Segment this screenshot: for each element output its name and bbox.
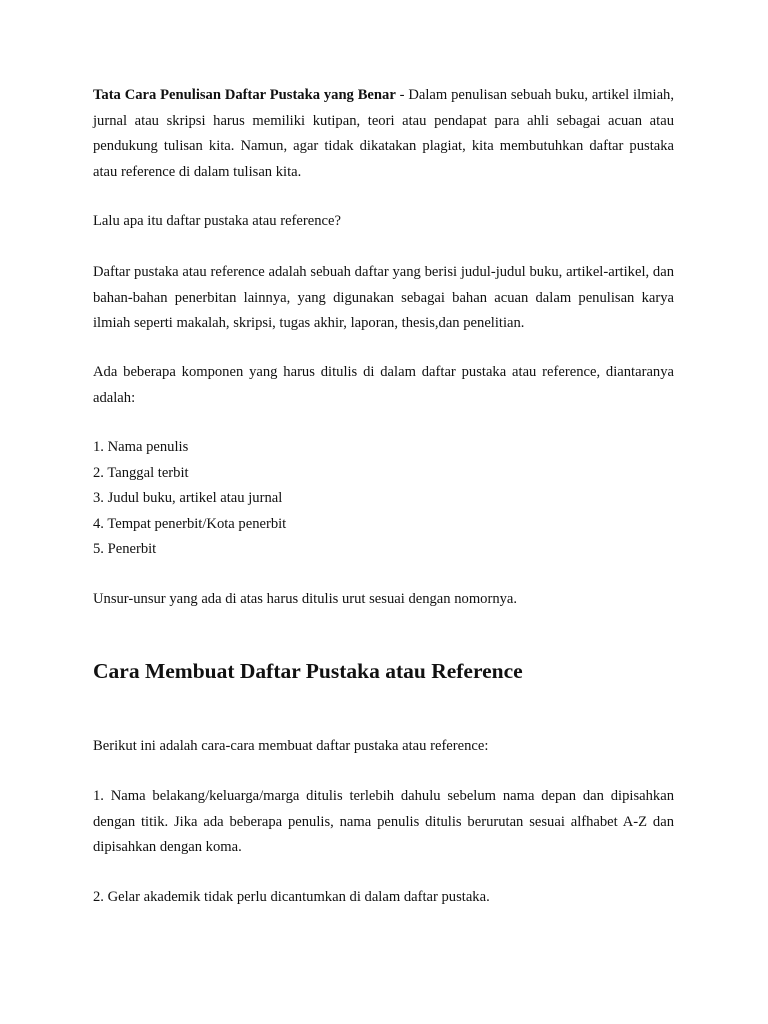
definition-paragraph: Daftar pustaka atau reference adalah sebuah daftar yang berisi judul-judul buku, artikel-artikel, dan bahan-bahan penerbitan lainnya, yang digunakan sebagai bahan acuan dalam penulisan karya ilmiah seperti makalah, skripsi, tugas akhir, laporan, thesis,dan penelitian. — [93, 264, 674, 331]
list-item: 2. Tanggal terbit — [93, 464, 189, 481]
order-note-paragraph: Unsur-unsur yang ada di atas harus ditulis urut sesuai dengan nomornya. — [93, 591, 518, 607]
components-intro-paragraph: Ada beberapa komponen yang harus ditulis di dalam daftar pustaka atau reference, diantaranya adalah: — [93, 364, 674, 406]
list-item: 5. Penerbit — [93, 541, 157, 557]
step-2-paragraph: 2. Gelar akademik tidak perlu dicantumkan di dalam daftar pustaka. — [93, 889, 490, 905]
step-1-paragraph: 1. Nama belakang/keluarga/marga ditulis terlebih dahulu sebelum nama depan dan dipisahkan dengan titik. Jika ada beberapa penulis, nama penulis ditulis berurutan sesuai alfhabet A-Z dan dipisahkan dengan koma. — [93, 788, 674, 855]
list-item: 4. Tempat penerbit/Kota penerbit — [93, 515, 287, 532]
components-list — [93, 435, 674, 563]
intro-paragraph — [93, 83, 674, 185]
section-heading: Cara Membuat Daftar Pustaka atau Reference — [93, 659, 523, 683]
intro-title: Tata Cara Penulisan Daftar Pustaka yang Benar — [93, 87, 396, 103]
document-page — [93, 0, 674, 1024]
question-paragraph: Lalu apa itu daftar pustaka atau reference? — [93, 213, 341, 229]
list-item: 3. Judul buku, artikel atau jurnal — [93, 490, 283, 506]
section-intro-paragraph: Berikut ini adalah cara-cara membuat daftar pustaka atau reference: — [93, 738, 489, 754]
list-item: 1. Nama penulis — [93, 439, 189, 455]
intro-text: - Dalam penulisan sebuah buku, artikel ilmiah, jurnal atau skripsi harus memiliki kutipan, teori atau pendapat para ahli sebagai acuan atau pendukung tulisan kita. Namun, agar tidak dikatakan plagiat, kita membutuhkan daftar pustaka atau reference di dalam tulisan kita. — [93, 87, 674, 180]
